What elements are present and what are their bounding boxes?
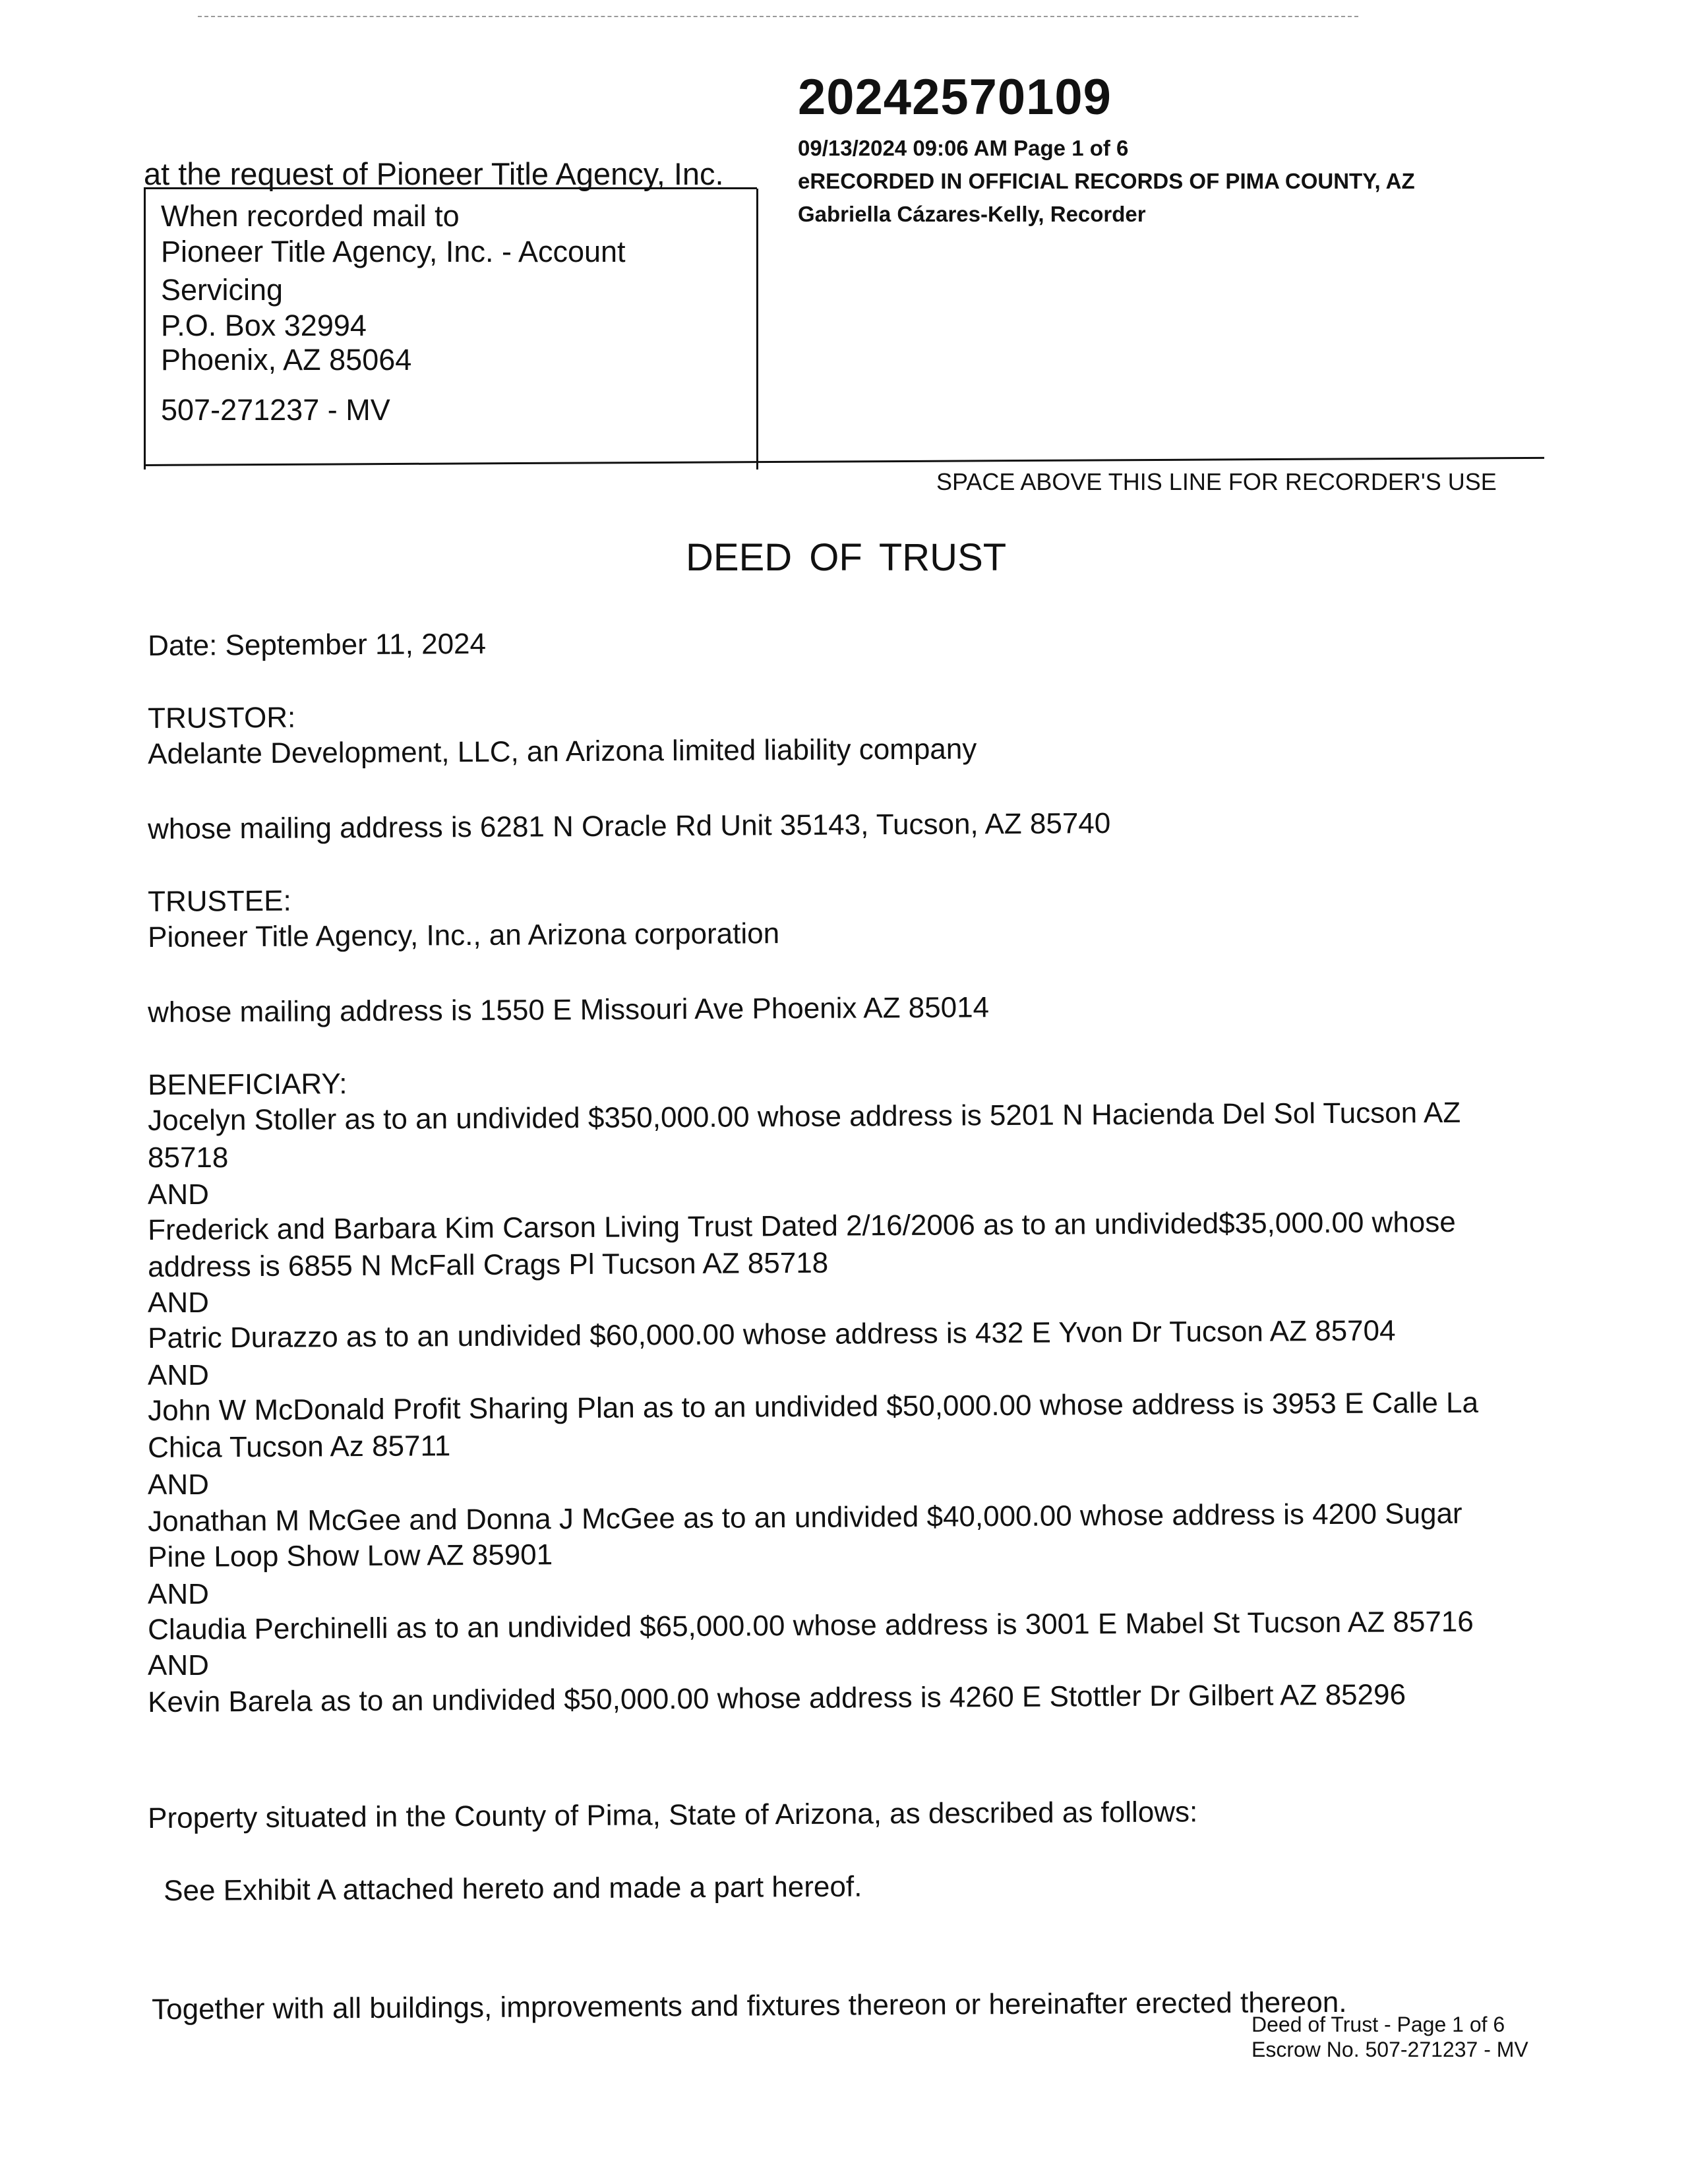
footer-escrow-number: Escrow No. 507-271237 - MV — [1251, 2038, 1528, 2061]
beneficiary-entry: Jocelyn Stoller as to an undivided $350,000.00 whose address is 5201 N Hacienda Del Sol Tucson AZ — [148, 1096, 1461, 1137]
footer-page-number: Deed of Trust - Page 1 of 6 — [1251, 2013, 1505, 2036]
and-separator: AND — [148, 1287, 209, 1319]
beneficiary-entry: John W McDonald Profit Sharing Plan as to an undivided $50,000.00 whose address is 3953 E Calle La — [148, 1386, 1479, 1427]
trustor-label: TRUSTOR: — [148, 701, 296, 735]
together-clause: Together with all buildings, improvements and fixtures thereon or hereinafter erected thereon. — [152, 1986, 1347, 2026]
property-situated: Property situated in the County of Pima, State of Arizona, as described as follows: — [148, 1796, 1198, 1835]
mail-to-line: P.O. Box 32994 — [161, 309, 367, 342]
trustor-name: Adelante Development, LLC, an Arizona limited liability company — [148, 733, 977, 770]
mail-to-line: When recorded mail to — [161, 199, 460, 233]
scan-edge-line — [198, 16, 1358, 17]
trustee-label: TRUSTEE: — [148, 884, 291, 918]
beneficiary-entry-cont: 85718 — [148, 1141, 229, 1174]
mail-to-line: Pioneer Title Agency, Inc. - Account — [161, 235, 626, 268]
and-separator: AND — [148, 1359, 209, 1391]
and-separator: AND — [148, 1469, 209, 1501]
trustee-name: Pioneer Title Agency, Inc., an Arizona corporation — [148, 917, 780, 954]
exhibit-reference: See Exhibit A attached hereto and made a part hereof. — [164, 1870, 862, 1907]
beneficiary-entry: Frederick and Barbara Kim Carson Living Trust Dated 2/16/2006 as to an undivided$35,000.00 whose — [148, 1205, 1456, 1246]
recording-number: 20242570109 — [798, 69, 1112, 125]
beneficiary-label: BENEFICIARY: — [148, 1068, 347, 1101]
beneficiary-entry: Jonathan M McGee and Donna J McGee as to an undivided $40,000.00 whose address is 4200 Sugar — [148, 1497, 1462, 1538]
mail-to-line: Phoenix, AZ 85064 — [161, 343, 412, 377]
mail-to-line: Servicing — [161, 273, 284, 307]
document-title: DEED OF TRUST — [686, 536, 1007, 579]
recording-timestamp: 09/13/2024 09:06 AM Page 1 of 6 — [798, 136, 1129, 160]
space-above-notice: SPACE ABOVE THIS LINE FOR RECORDER'S USE — [936, 468, 1497, 495]
beneficiary-entry-cont: Pine Loop Show Low AZ 85901 — [148, 1538, 553, 1573]
and-separator: AND — [148, 1649, 209, 1682]
request-line: at the request of Pioneer Title Agency, Inc. — [144, 156, 724, 191]
beneficiary-entry-cont: Chica Tucson Az 85711 — [148, 1430, 451, 1464]
beneficiary-entry-cont: address is 6855 N McFall Crags Pl Tucson AZ 85718 — [148, 1246, 829, 1283]
recorded-in-official-records: eRECORDED IN OFFICIAL RECORDS OF PIMA COUNTY, AZ — [798, 169, 1415, 193]
escrow-reference: 507-271237 - MV — [161, 393, 390, 427]
trustee-address: whose mailing address is 1550 E Missouri Ave Phoenix AZ 85014 — [148, 991, 990, 1029]
trustor-address: whose mailing address is 6281 N Oracle Rd Unit 35143, Tucson, AZ 85740 — [148, 807, 1111, 845]
beneficiary-entry: Patric Durazzo as to an undivided $60,000.00 whose address is 432 E Yvon Dr Tucson AZ 85704 — [148, 1314, 1396, 1354]
county-recorder: Gabriella Cázares-Kelly, Recorder — [798, 202, 1146, 226]
and-separator: AND — [148, 1178, 209, 1211]
and-separator: AND — [148, 1578, 209, 1610]
beneficiary-entry: Claudia Perchinelli as to an undivided $65,000.00 whose address is 3001 E Mabel St Tucson AZ 85716 — [148, 1605, 1474, 1646]
date-line: Date: September 11, 2024 — [148, 627, 487, 662]
beneficiary-entry: Kevin Barela as to an undivided $50,000.00 whose address is 4260 E Stottler Dr Gilbert AZ 85296 — [148, 1678, 1406, 1718]
